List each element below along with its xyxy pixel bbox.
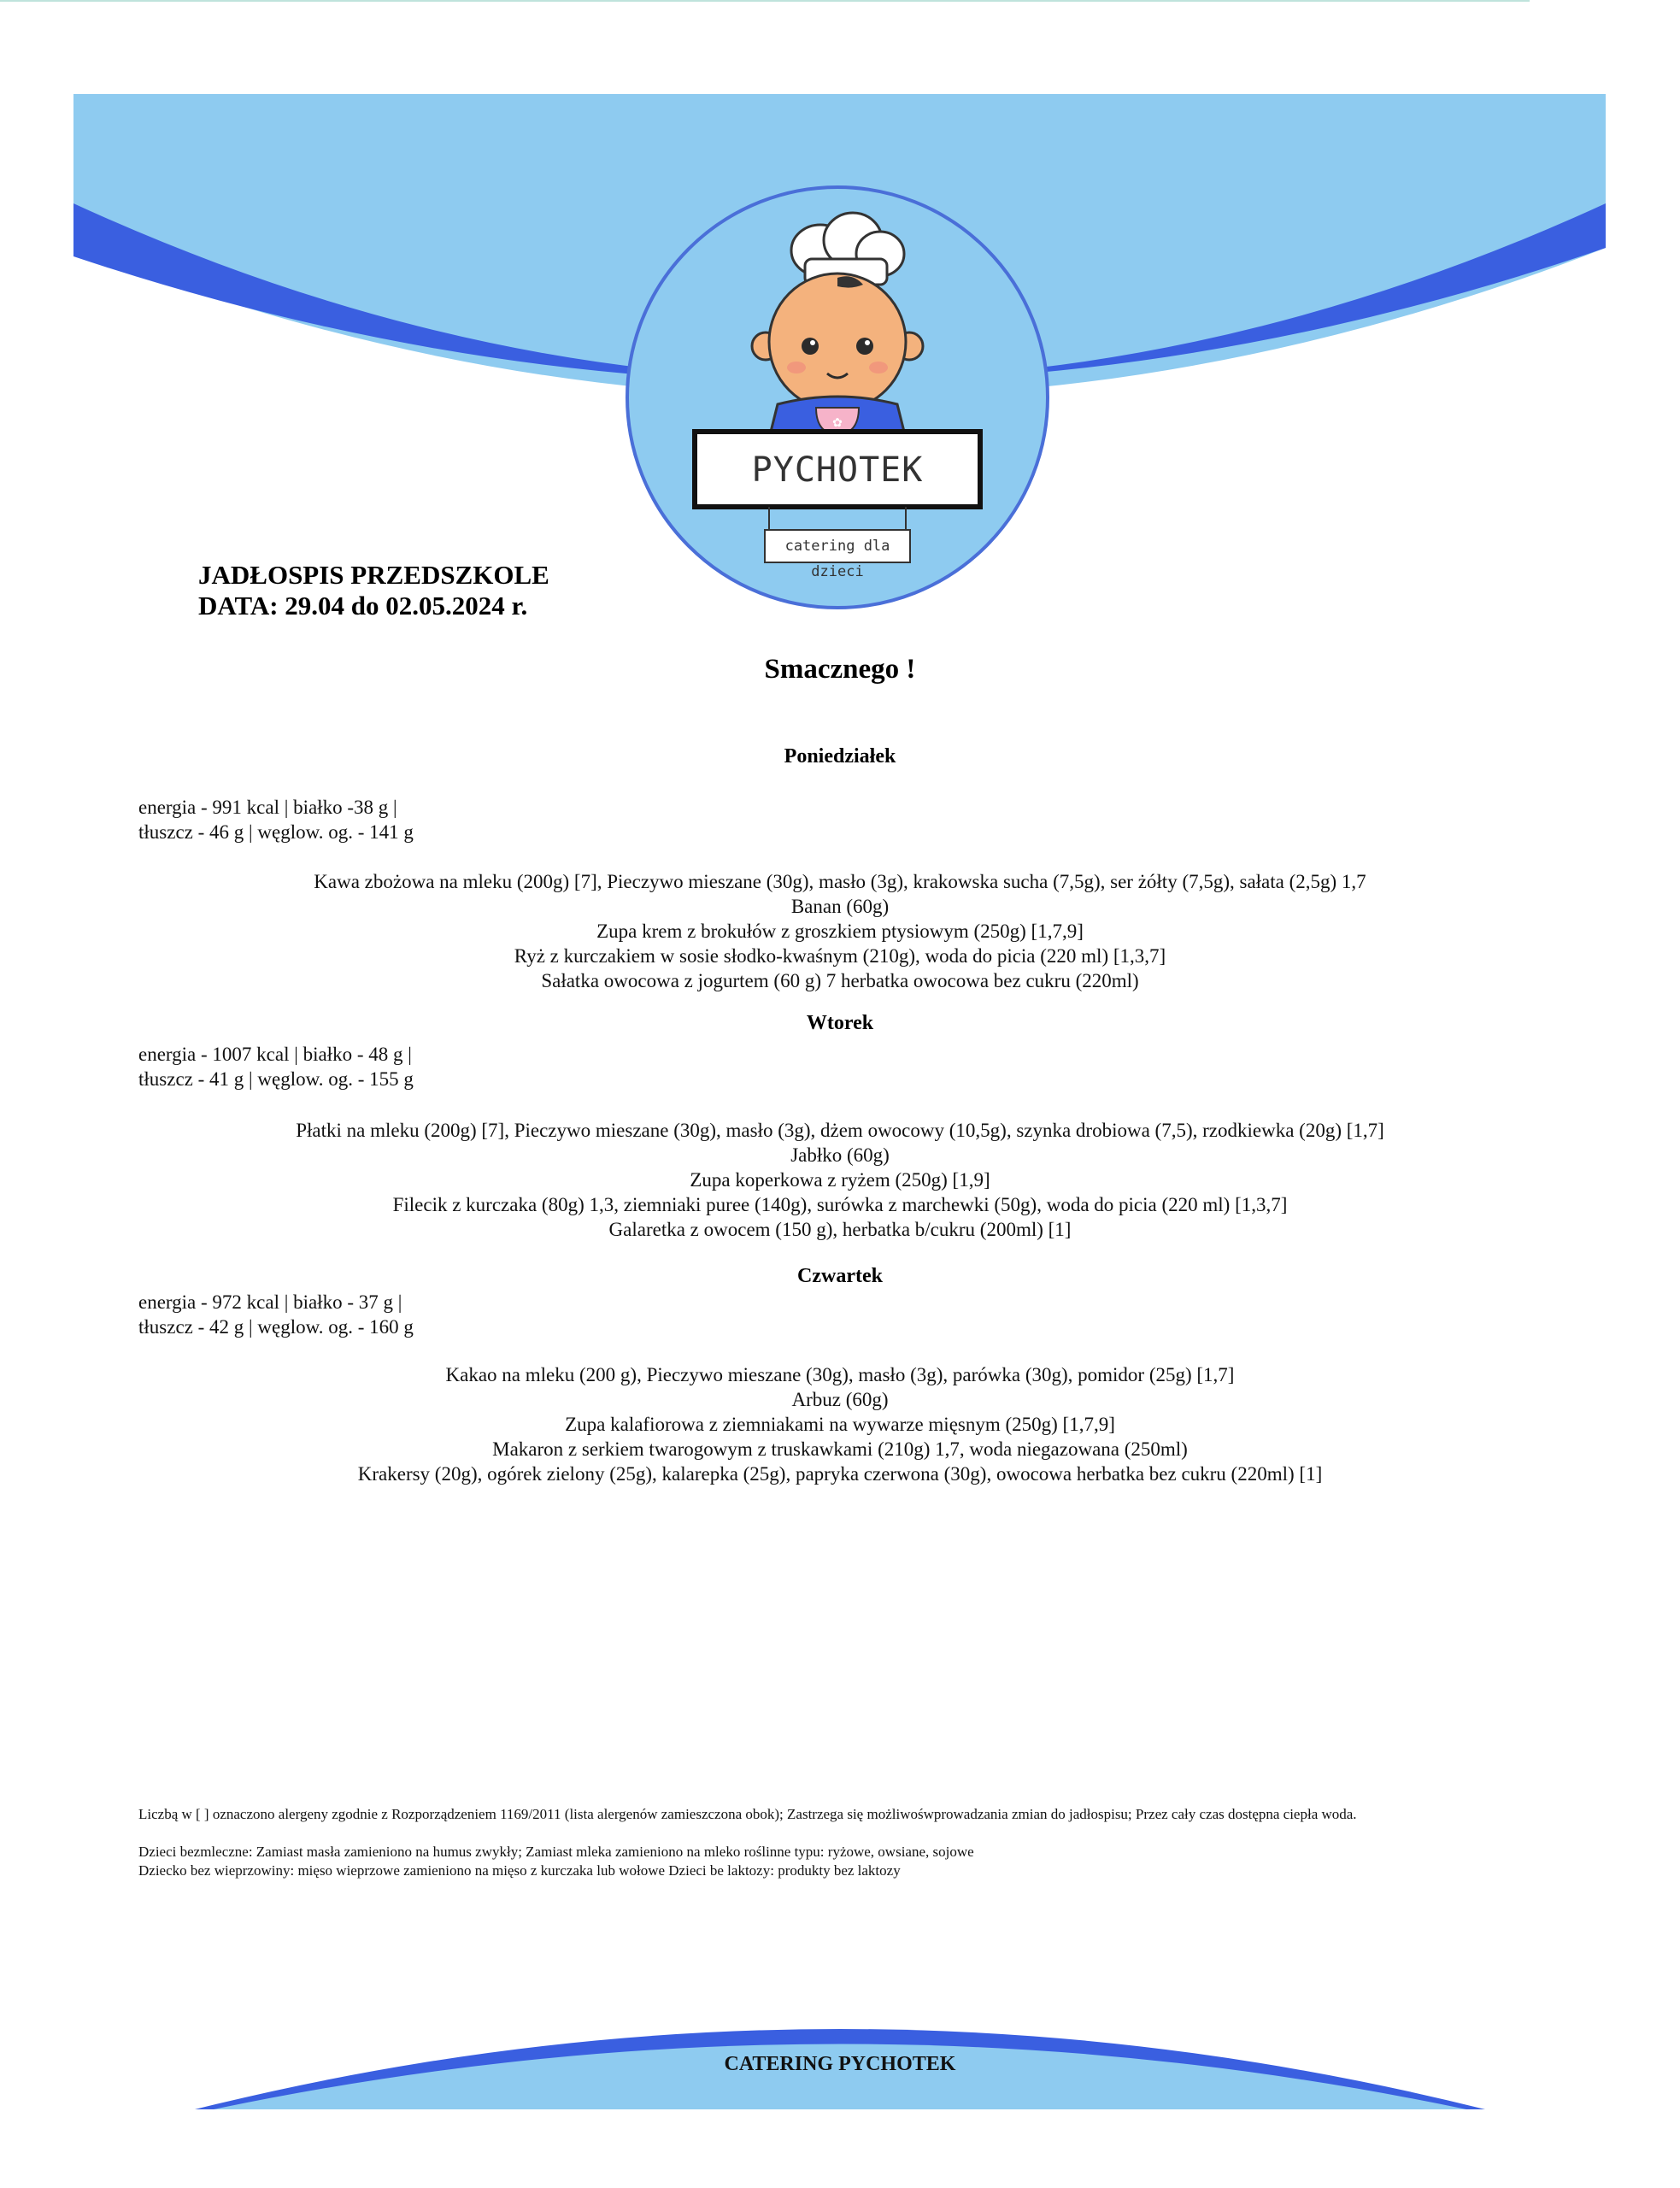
logo-tagline: catering dla dzieci	[784, 538, 890, 580]
svg-text:✿: ✿	[832, 416, 843, 430]
footer-decorative-band	[0, 1966, 1680, 2137]
logo-brand-name: PYCHOTEK	[751, 450, 924, 490]
meals-thursday	[0, 1362, 1680, 1486]
nutrition-tuesday	[138, 1042, 414, 1091]
meal-line: Kakao na mleku (200 g), Pieczywo mieszane (30g), masło (3g), parówka (30g), pomidor (25g) [1,7]	[445, 1364, 1235, 1385]
day-title-monday: Poniedziałek	[784, 745, 896, 768]
nutrition-line: energia - 991 kcal | białko -38 g |	[138, 797, 397, 818]
meal-line: Jabłko (60g)	[790, 1144, 890, 1166]
meal-line: Zupa krem z brokułów z groszkiem ptysiowym (250g) [1,7,9]	[596, 920, 1084, 942]
footnotes	[138, 1805, 1557, 1880]
meal-line: Filecik z kurczaka (80g) 1,3, ziemniaki puree (140g), surówka z marchewki (50g), woda do picia (220 ml) [1,3,7]	[392, 1194, 1288, 1215]
meal-line: Banan (60g)	[790, 896, 890, 917]
meals-monday	[0, 869, 1680, 993]
meal-line: Kawa zbożowa na mleku (200g) [7], Pieczywo mieszane (30g), masło (3g), krakowska sucha (7,5g), ser żółty (7,5g), sałata (2,5g) 1,7	[314, 871, 1366, 892]
dairy-free-note: Dzieci bezmleczne: Zamiast masła zamieniono na humus zwykły; Zamiast mleka zamieniono na mleko roślinne typu: ryżowe, owsiane, sojowe	[138, 1844, 974, 1860]
menu-title: JADŁOSPIS PRZEDSZKOLE	[198, 560, 549, 590]
greeting: Smacznego !	[764, 654, 916, 685]
meal-line: Sałatka owocowa z jogurtem (60 g) 7 herbatka owocowa bez cukru (220ml)	[541, 970, 1139, 991]
meals-tuesday	[0, 1118, 1680, 1242]
allergen-note: Liczbą w [ ] oznaczono alergeny zgodnie z Rozporządzeniem 1169/2011 (lista alergenów zamieszczona obok); Zastrzega się możliwośwprowadzania zmian do jadłospisu; Przez cały czas dostępna ciepła woda.	[138, 1806, 1357, 1822]
baby-face-icon	[769, 274, 906, 410]
footer-brand: CATERING PYCHOTEK	[724, 2053, 956, 2075]
nutrition-line: energia - 972 kcal | białko - 37 g |	[138, 1291, 402, 1313]
menu-date: DATA: 29.04 do 02.05.2024 r.	[198, 591, 528, 621]
day-title-thursday: Czwartek	[797, 1265, 883, 1287]
nutrition-line: energia - 1007 kcal | białko - 48 g |	[138, 1044, 412, 1065]
meal-line: Zupa kalafiorowa z ziemniakami na wywarze mięsnym (250g) [1,7,9]	[565, 1414, 1115, 1435]
nutrition-line: tłuszcz - 41 g | węglow. og. - 155 g	[138, 1068, 414, 1090]
meal-line: Arbuz (60g)	[791, 1389, 889, 1410]
meal-line: Krakersy (20g), ogórek zielony (25g), kalarepka (25g), papryka czerwona (30g), owocowa herbatka bez cukru (220ml) [1]	[357, 1463, 1323, 1485]
no-pork-note: Dziecko bez wieprzowiny: mięso wieprzowe zamieniono na mięso z kurczaka lub wołowe Dzieci be laktozy: produkty bez laktozy	[138, 1862, 901, 1879]
meal-line: Zupa koperkowa z ryżem (250g) [1,9]	[690, 1169, 990, 1191]
meal-line: Makaron z serkiem twarogowym z truskawkami (210g) 1,7, woda niegazowana (250ml)	[492, 1438, 1188, 1460]
nutrition-line: tłuszcz - 42 g | węglow. og. - 160 g	[138, 1316, 414, 1338]
menu-header	[198, 560, 549, 621]
nutrition-monday	[138, 795, 414, 844]
meal-line: Ryż z kurczakiem w sosie słodko-kwaśnym (210g), woda do picia (220 ml) [1,3,7]	[514, 945, 1166, 967]
pychotek-logo	[624, 184, 1051, 611]
day-title-tuesday: Wtorek	[806, 1012, 874, 1034]
nutrition-line: tłuszcz - 46 g | węglow. og. - 141 g	[138, 821, 414, 843]
meal-line: Galaretka z owocem (150 g), herbatka b/cukru (200ml) [1]	[608, 1219, 1072, 1240]
meal-line: Płatki na mleku (200g) [7], Pieczywo mieszane (30g), masło (3g), dżem owocowy (10,5g), szynka drobiowa (7,5), rzodkiewka (20g) [1,7]	[296, 1120, 1384, 1141]
nutrition-thursday	[138, 1290, 414, 1339]
